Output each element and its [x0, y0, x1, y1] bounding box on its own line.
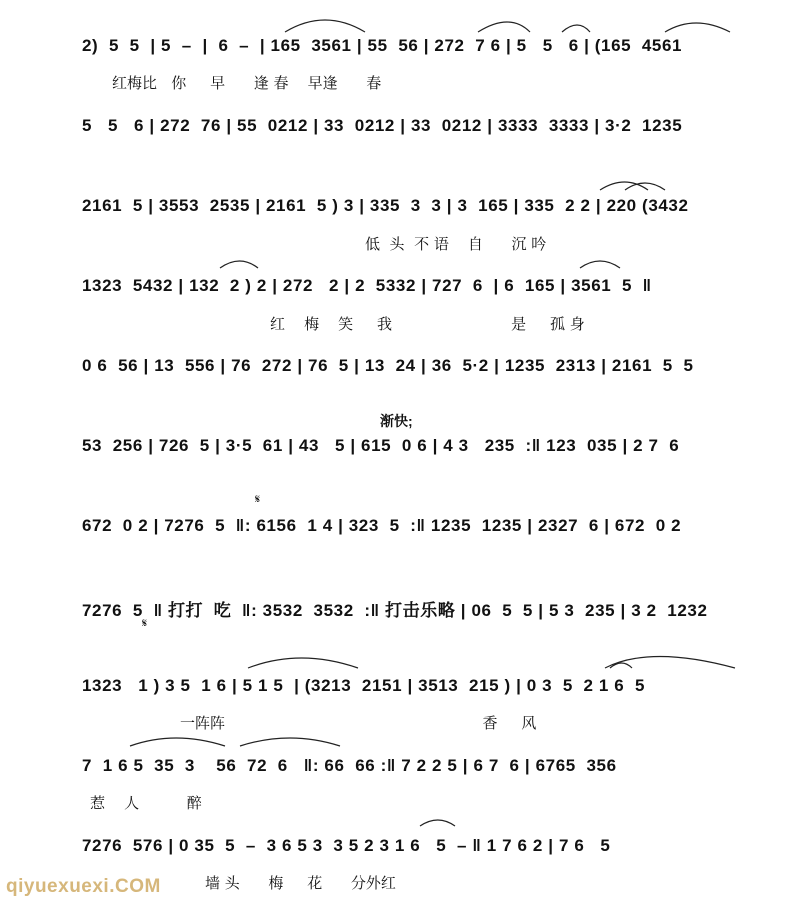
lyric-line-9: 一阵阵 香 风	[180, 714, 537, 732]
lyric-line-10: 惹 人 醉	[90, 794, 202, 812]
score-line-6: 53 256 | 726 5 | 3·5 61 | 43 5 | 615 0 6 | 4 3 235 :‖ 123 035 | 2 7 6	[82, 436, 680, 455]
score-line-11: 7276 576 | 0 35 5 – 3 6 5 3 3 5 2 3 1 6 5 – ‖ 1 7 6 2 | 7 6 5	[82, 836, 611, 855]
score-line-5: 0 6 56 | 13 556 | 76 272 | 76 5 | 13 24 | 36 5·2 | 1235 2313 | 2161 5 5	[82, 356, 694, 375]
score-line-2: 5 5 6 | 272 76 | 55 0212 | 33 0212 | 33 0212 | 3333 3333 | 3·2 1235	[82, 116, 683, 135]
lyric-line-1: 红梅比 你 早 逢 春 早逢 春	[112, 74, 382, 92]
score-line-4: 1323 5432 | 132 2 ) 2 | 272 2 | 2 5332 | 727 6 | 6 165 | 3561 5 ‖	[82, 276, 652, 295]
score-line-8: 7276 5 ‖ 打打 吃 ‖: 3532 3532 :‖ 打击乐略 | 06 5 5 | 5 3 235 | 3 2 1232	[82, 601, 708, 620]
lyric-line-3: 低 头 不 语 自 沉 吟	[365, 235, 547, 253]
score-line-9: 1323 1 ) 3 5 1 6 | 5 1 5 | (3213 2151 | 3513 215 ) | 0 3 5 2 1 6 5	[82, 676, 646, 695]
score-line-7: 672 0 2 | 7276 5 ‖: 6156 1 4 | 323 5 :‖ 1235 1235 | 2327 6 | 672 0 2	[82, 516, 682, 535]
lyric-line-4: 红 梅 笑 我 是 孤 身	[270, 315, 585, 333]
score-line-3: 2161 5 | 3553 2535 | 2161 5 ) 3 | 335 3 3 | 3 165 | 335 2 2 | 220 (3432	[82, 196, 689, 215]
segno-icon: 𝄋	[255, 492, 261, 506]
score-line-10: 7 1 6 5 35 3 56 72 6 ‖: 66 66 :‖ 7 2 2 5 | 6 7 6 | 6765 356	[82, 756, 617, 775]
site-watermark: qiyuexuexi.COM	[6, 876, 161, 897]
tempo-marking: 渐快;	[380, 413, 413, 429]
score-line-1: 2) 5 5 | 5 – | 6 – | 165 3561 | 55 56 | 272 7 6 | 5 5 6 | (165 4561	[82, 36, 683, 55]
segno-icon-2: 𝄋	[142, 616, 148, 630]
lyric-line-11: 墙 头 梅 花 分外红	[205, 874, 396, 892]
